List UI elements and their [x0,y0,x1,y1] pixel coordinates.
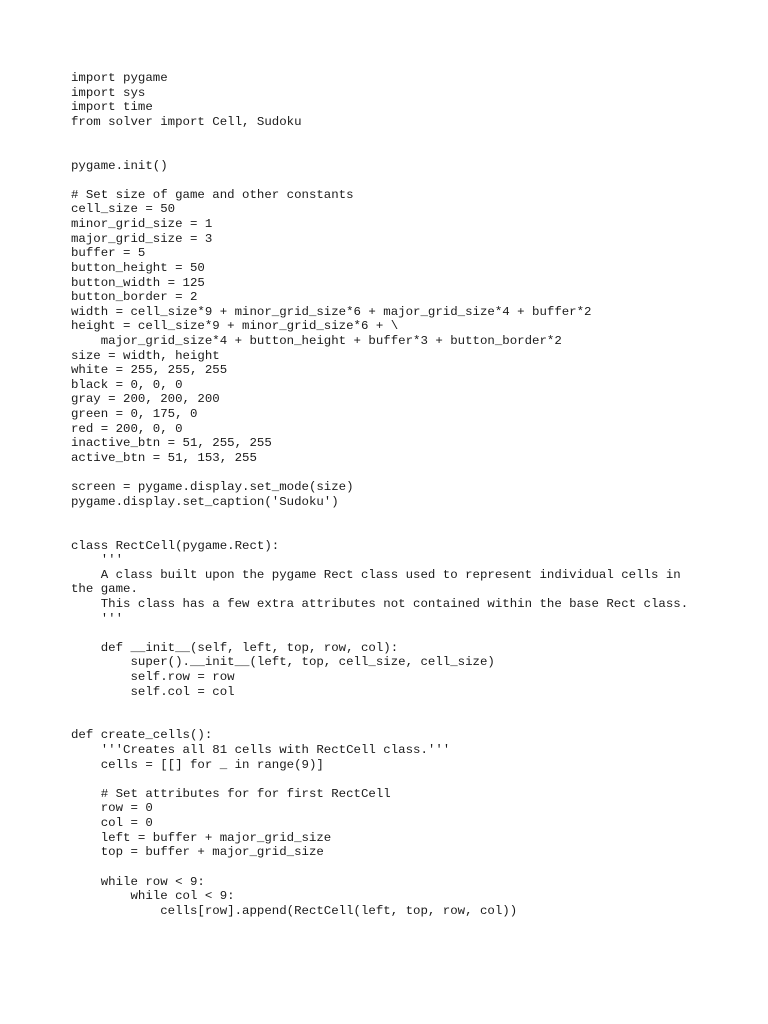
code-line: buffer = 5 [71,246,146,261]
code-line: # Set size of game and other constants [71,187,354,202]
code-line: pygame.display.set_caption('Sudoku') [71,494,339,509]
code-line: class RectCell(pygame.Rect): [71,538,280,553]
code-line: '''Creates all 81 cells with RectCell class.''' [71,743,451,758]
code-line: # Set attributes for for first RectCell [71,786,391,801]
code-line [71,129,711,144]
code-line: from solver import Cell, Sudoku [71,114,302,129]
code-line: This class has a few extra attributes not contained within the base Rect class. [71,596,689,611]
code-line: cells = [[] for _ in range(9)] [71,757,324,772]
code-line: import sys [71,85,146,100]
code-line: super().__init__(left, top, cell_size, cell_size) [71,655,495,670]
code-line: height = cell_size*9 + minor_grid_size*6 + \ [71,319,399,334]
code-line: while row < 9: [71,874,205,889]
code-line [71,772,711,787]
code-line [71,524,711,539]
code-line: width = cell_size*9 + minor_grid_size*6 + major_grid_size*4 + buffer*2 [71,304,592,319]
code-line: ''' [71,611,124,626]
code-line [71,144,711,159]
code-line: A class built upon the pygame Rect class used to represent individual cells in [71,567,681,582]
code-line: minor_grid_size = 1 [71,217,213,232]
code-line [71,714,711,729]
code-line: button_height = 50 [71,260,205,275]
code-line: def create_cells(): [71,728,213,743]
code-line: cell_size = 50 [71,202,176,217]
code-line: major_grid_size = 3 [71,231,213,246]
code-line [71,509,711,524]
code-line: button_width = 125 [71,275,205,290]
code-line: ''' [71,553,124,568]
code-line: import pygame [71,71,168,85]
code-line: inactive_btn = 51, 255, 255 [71,436,272,451]
code-line: active_btn = 51, 153, 255 [71,450,257,465]
code-line [71,699,711,714]
code-line: gray = 200, 200, 200 [71,392,220,407]
code-line: col = 0 [71,816,153,831]
code-line: def __init__(self, left, top, row, col): [71,640,399,655]
code-line: cells[row].append(RectCell(left, top, row, col)) [71,903,518,918]
code-line: major_grid_size*4 + button_height + buffer*3 + button_border*2 [71,333,562,348]
code-line: white = 255, 255, 255 [71,363,228,378]
code-line: self.row = row [71,669,235,684]
code-line: size = width, height [71,348,220,363]
code-line: screen = pygame.display.set_mode(size) [71,480,354,495]
code-line [71,173,711,188]
code-line: red = 200, 0, 0 [71,421,183,436]
code-line: self.col = col [71,684,235,699]
code-line: top = buffer + major_grid_size [71,845,324,860]
code-line: pygame.init() [71,158,168,173]
code-line: black = 0, 0, 0 [71,377,183,392]
code-line: button_border = 2 [71,290,198,305]
code-line: the game. [71,582,138,597]
code-line: import time [71,100,153,115]
code-line [71,860,711,875]
code-listing [71,71,711,918]
code-line: left = buffer + major_grid_size [71,830,332,845]
code-line [71,626,711,641]
code-line: row = 0 [71,801,153,816]
code-line: while col < 9: [71,889,235,904]
code-line: green = 0, 175, 0 [71,407,198,422]
code-line [71,465,711,480]
